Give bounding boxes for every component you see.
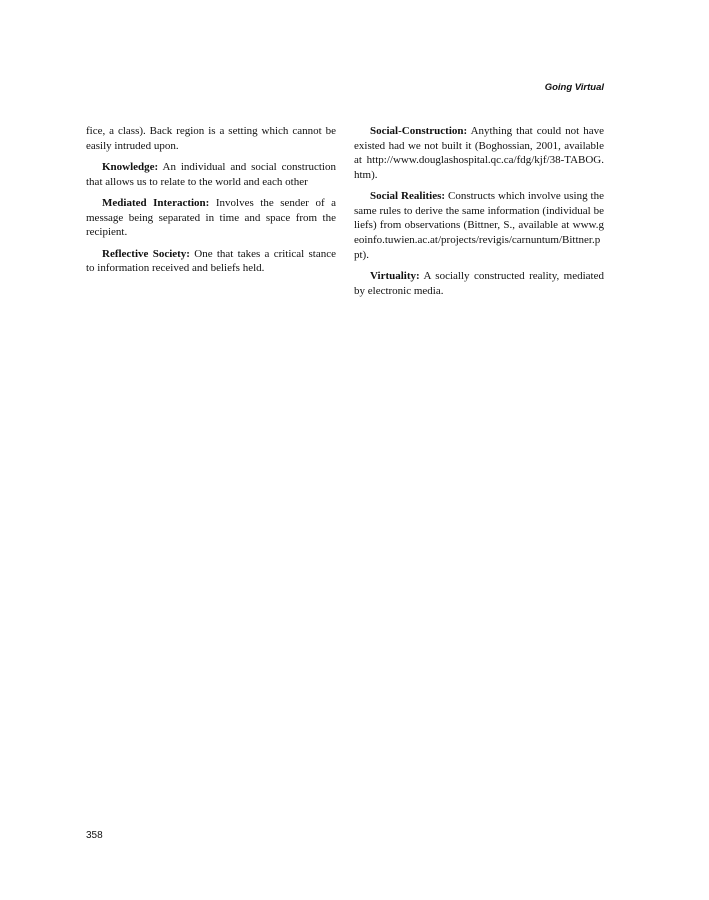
left-column: [86, 124, 336, 283]
glossary-entry-social-realities: [354, 189, 604, 262]
glossary-entry-virtuality: [354, 269, 604, 298]
continued-paragraph: fice, a class). Back region is a setting which cannot be easily intruded upon.: [86, 125, 336, 152]
running-head: Going Virtual: [544, 82, 604, 93]
glossary-definition: Constructs which involve using the same rules to derive the same information (individual beliefs) from observations (Bittner, S., available at www.geoinfo.tuwien.ac.at/projects/revigis/carnuntum/Bittner.ppt).: [354, 190, 604, 261]
glossary-term: Knowledge:: [102, 160, 159, 173]
glossary-definition: An individual and social construction that allows us to relate to the world and each other: [86, 160, 336, 188]
glossary-definition: Anything that could not have existed had we not built it (Boghossian, 2001, available at http://www.douglashospital.qc.ca/fdg/kjf/38-TABOG.htm).: [354, 125, 604, 181]
glossary-term: Reflective Society:: [102, 247, 190, 260]
glossary-definition: A socially constructed reality, mediated by electronic media.: [354, 269, 604, 297]
glossary-term: Social-Construction:: [370, 125, 468, 137]
glossary-term: Virtuality:: [370, 269, 420, 282]
glossary-term: Mediated Interaction:: [102, 196, 210, 209]
glossary-entry-mediated-interaction: [86, 196, 336, 240]
glossary-definition: Involves the sender of a message being separated in time and space from the recipient.: [86, 196, 337, 239]
glossary-definition: One that takes a critical stance to information received and beliefs held.: [86, 247, 336, 275]
glossary-entry-knowledge: [86, 160, 336, 189]
right-column: [354, 124, 604, 305]
page-number: 358: [86, 830, 103, 841]
glossary-entry-reflective-society: [86, 247, 336, 276]
glossary-entry-social-construction: [354, 124, 604, 182]
glossary-term: Social Realities:: [370, 190, 446, 203]
